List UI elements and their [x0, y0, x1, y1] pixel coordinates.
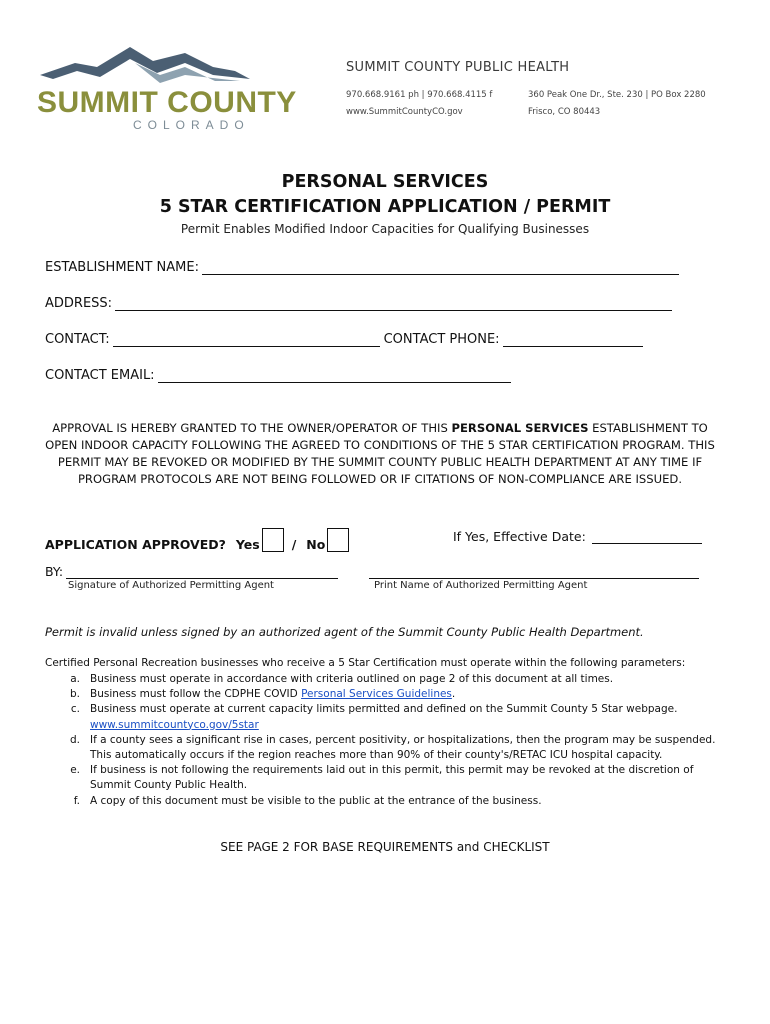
parameters-intro: Certified Personal Recreation businesses who receive a 5 Star Certification must operate within the following parameters:	[45, 657, 686, 669]
list-marker: e.	[70, 764, 80, 777]
list-marker: a.	[70, 673, 80, 685]
invalid-note: Permit is invalid unless signed by an authorized agent of the Summit County Public Health Department.	[45, 625, 644, 639]
five-star-webpage-link[interactable]: www.summitcountyco.gov/5star	[90, 718, 259, 731]
approval-paragraph	[45, 420, 715, 488]
contact-field[interactable]	[45, 332, 643, 347]
logo-mountain-dark	[40, 47, 250, 79]
approved-label: APPLICATION APPROVED?	[45, 537, 226, 552]
list-marker: b.	[69, 688, 80, 701]
approval-bold: PERSONAL SERVICES	[451, 421, 589, 435]
print-name-caption: Print Name of Authorized Permitting Agent	[374, 580, 588, 591]
list-item-text: A copy of this document must be visible to the public at the entrance of the business.	[90, 794, 542, 807]
effective-date-label: If Yes, Effective Date:	[453, 529, 586, 544]
list-item-text: If a county sees a significant rise in cases, percent positivity, or hospitalizations, then the program may be suspended. This automatically occurs if the region reaches more than 90% of their county's/RETAC ICU hospital capacity.	[90, 733, 716, 762]
list-item-text: Business must operate in accordance with criteria outlined on page 2 of this document at all times.	[90, 673, 614, 685]
effective-date-line[interactable]	[592, 531, 702, 544]
org-name: SUMMIT COUNTY PUBLIC HEALTH	[346, 60, 570, 75]
address-field[interactable]	[45, 296, 672, 311]
list-marker: c.	[70, 703, 80, 716]
list-marker: d.	[69, 733, 80, 746]
print-name-line[interactable]	[369, 577, 699, 579]
title-line-2: 5 STAR CERTIFICATION APPLICATION / PERMIT	[159, 197, 611, 217]
contact-phone-label: CONTACT PHONE:	[383, 332, 500, 347]
list-marker: f.	[73, 794, 80, 807]
list-item	[45, 763, 725, 793]
contact-email-label: CONTACT EMAIL:	[45, 368, 155, 383]
list-item-text: If business is not following the requirements laid out in this permit, this permit may be revoked at the discretion of Summit County Public Health.	[90, 764, 694, 792]
logo-name: SUMMIT COUNTY	[37, 86, 297, 119]
establishment-name-label: ESTABLISHMENT NAME:	[45, 260, 199, 275]
contact-email-line[interactable]	[158, 370, 511, 383]
contact-label: CONTACT:	[45, 332, 110, 347]
approval-text-1: APPROVAL IS HEREBY GRANTED TO THE OWNER/OPERATOR OF THIS	[52, 421, 452, 435]
contact-email-field[interactable]	[45, 368, 511, 383]
street-address: 360 Peak One Dr., Ste. 230 | PO Box 2280	[528, 90, 706, 100]
no-checkbox[interactable]	[327, 528, 349, 552]
separator: /	[291, 537, 297, 552]
list-item	[45, 672, 725, 687]
list-item	[45, 687, 725, 702]
yes-label: Yes	[235, 537, 260, 552]
title-line-1: PERSONAL SERVICES	[281, 172, 489, 192]
see-page-2-note: SEE PAGE 2 FOR BASE REQUIREMENTS and CHECKLIST	[220, 840, 550, 854]
list-item-text-part: Business must operate at current capacity limits permitted and defined on the Summit County 5 Star webpage.	[90, 703, 678, 716]
establishment-name-line[interactable]	[202, 262, 679, 275]
logo-subtitle: COLORADO	[133, 118, 250, 132]
list-item-text-part: Business must follow the CDPHE COVID	[90, 688, 302, 701]
list-item-text	[90, 702, 725, 732]
subtitle: Permit Enables Modified Indoor Capacities for Qualifying Businesses	[180, 222, 590, 236]
website: www.SummitCountyCO.gov	[346, 107, 463, 117]
contact-phone-line[interactable]	[503, 334, 643, 347]
establishment-name-field[interactable]	[45, 260, 679, 275]
by-label: BY:	[45, 564, 64, 579]
effective-date-field[interactable]	[453, 529, 702, 544]
list-item	[45, 794, 725, 809]
yes-checkbox[interactable]	[262, 528, 284, 552]
phone-fax: 970.668.9161 ph | 970.668.4115 f	[346, 90, 493, 100]
contact-line[interactable]	[113, 334, 380, 347]
signature-caption: Signature of Authorized Permitting Agent	[68, 580, 274, 591]
city-address: Frisco, CO 80443	[528, 107, 601, 117]
list-item	[45, 733, 725, 763]
address-line[interactable]	[115, 298, 672, 311]
list-item-text	[90, 687, 725, 702]
application-approved-row	[45, 528, 353, 552]
list-item	[45, 702, 725, 732]
no-label: No	[306, 537, 326, 552]
address-label: ADDRESS:	[45, 296, 113, 311]
signature-line[interactable]	[66, 577, 338, 579]
personal-services-guidelines-link[interactable]: Personal Services Guidelines	[301, 688, 452, 701]
list-item-text-end: .	[451, 688, 456, 701]
approval-text-2: ESTABLISHMENT TO OPEN INDOOR CAPACITY FOLLOWING THE AGREED TO CONDITIONS OF THE 5 STAR CERTIFICATION PROGRAM. THIS PERMIT MAY BE REVOKED OR MODIFIED BY THE SUMMIT COUNTY PUBLIC HEALTH DEPARTMENT AT ANY TIME IF PROGRAM PROTOCOLS ARE NOT BEING FOLLOWED OR IF CITATIONS OF NON-COMPLIANCE ARE ISSUED.	[45, 421, 715, 486]
parameters-list	[45, 672, 725, 809]
